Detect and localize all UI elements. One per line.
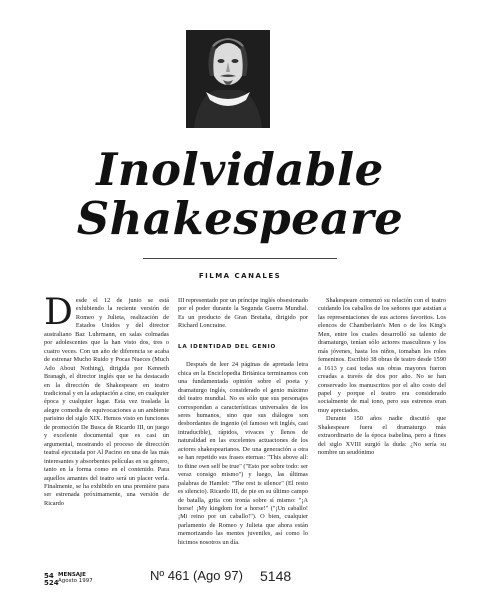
handwritten-note-number: 5148: [260, 568, 292, 584]
article-title-line1: Inolvidable: [96, 143, 384, 196]
column-1-text: esde el 12 de junio se está exhibiendo la reciente versión de Romeo y Julieta, realización de Estados Unidos y del director australiano Baz Luhrmann, en salas colmadas por adolescentes que la han visto dos, tres o cuatro veces. Con un año de diferencia se acaba de estrenar Mucho Ruido y Pocas Nueces (Much Ado About Nothing), dirigida por Kenneth Branagh, el director inglés que se ha destacado en la dirección de Shakespeare en teatro tradicional y en la adaptación a cine, en cualquier época y cualquier lugar. Esta vez traslada la alegre comedia de equivocaciones a un ambiente parisino del siglo XIX. Hemos visto en funciones de promoción De Busca de Ricardo III, un juego y excelente documental que es casi un argumental, mostrando el proceso de dirección teatral ejecutada por Al Pacino en una de las más interesantes y absorbentes películas en su género, tanto en la forma como en el contenido. Para aquellos amantes del teatro será un placer verla. Finalmente, se ha exhibido en una première para ser estrenada próximamente, una versión de Ricardo: [44, 297, 169, 507]
article-column-3: [318, 297, 446, 458]
author-byline: FILMA CANALES: [198, 272, 282, 280]
article-column-2: [178, 297, 308, 547]
page-number-block: [44, 573, 59, 587]
magazine-info: [58, 572, 93, 584]
column-2-body: Después de leer 24 páginas de apretada letra chica en la Enciclopedia Británica terminamos con una fundamentada opinión sobre el poeta y dramaturgo inglés, considerado el genio máximo del teatro mundial. No es sólo que sus personajes correspondan a características universales de los seres humanos, sino que sus diálogos son desbordantes de ingenio (el famoso wit inglés, casi intraducible), rápidos, vivaces y llenos de naturalidad en las excelentes actuaciones de los actores shakespearianos. De una generación a otra se han repetido sus frases eternas: "This above all: to thine own self be true" ("Esto por sobre todo: ser veraz consigo mismo") y luego, las últimas palabras de Hamlet: "The rest is silence" (El resto es silencio). Ricardo III, de pie en su último campo de batalla, grita con ironía sobre sí mismo: "¡A horse! ¡My kingdom for a horse!" ("¡Un caballo! ¡Mi reino por un caballo!"). O bien, cualquier parlamento de Romeo y Julieta que ahora están memorizando las mentes juveniles, así como lo hicimos nosotros un día.: [178, 361, 308, 546]
page-number: 54: [44, 572, 54, 580]
title-divider: [143, 258, 337, 259]
article-column-1: [44, 292, 169, 508]
handwritten-note-issue: Nº 461 (Ago 97): [150, 568, 243, 583]
issue-number: 524: [44, 579, 59, 587]
column-3-paragraph-2: Durante 150 años nadie discutió que Shakespeare fuera el dramaturgo más extraordinario de la época isabelina, pero a fines del siglo XVIII surgió la duda: ¿No sería su nombre un seudónimo: [318, 415, 446, 457]
article-title-line2: Shakespeare: [76, 192, 404, 245]
column-3-paragraph-1: Shakespeare comenzó su relación con el teatro cuidando los caballos de los señores que asistían a las representaciones de sus actores favoritos. Los elencos de Chamberlain's Men o de los King's Men, entre los cuales desarrolló su talento de dramaturgo, tenían sólo actores masculinos y los más jóvenes, hasta los niños, tomaban los roles femeninos. Escribió 38 obras de teatro desde 1590 a 1613 y casi todas sus obras mayores fueron creadas a través de dos por año. No se han conservado los manuscritos por el alto costo del papel y porque el teatro era considerado socialmente de mal tono, pero sus estrenos eran muy apreciados.: [318, 297, 446, 414]
column-2-intro: III representado por un príncipe inglés obsesionado por el poder durante la Segunda Guerra Mundial. Es un producto de Gran Bretaña, dirigido por Richard Loncraine.: [178, 297, 308, 330]
section-subheading: LA IDENTIDAD DEL GENIO: [178, 343, 277, 350]
shakespeare-portrait: [186, 30, 270, 128]
drop-cap: D: [44, 292, 73, 333]
magazine-name: MENSAJE: [58, 572, 86, 578]
issue-date: Agosto 1997: [58, 578, 93, 584]
